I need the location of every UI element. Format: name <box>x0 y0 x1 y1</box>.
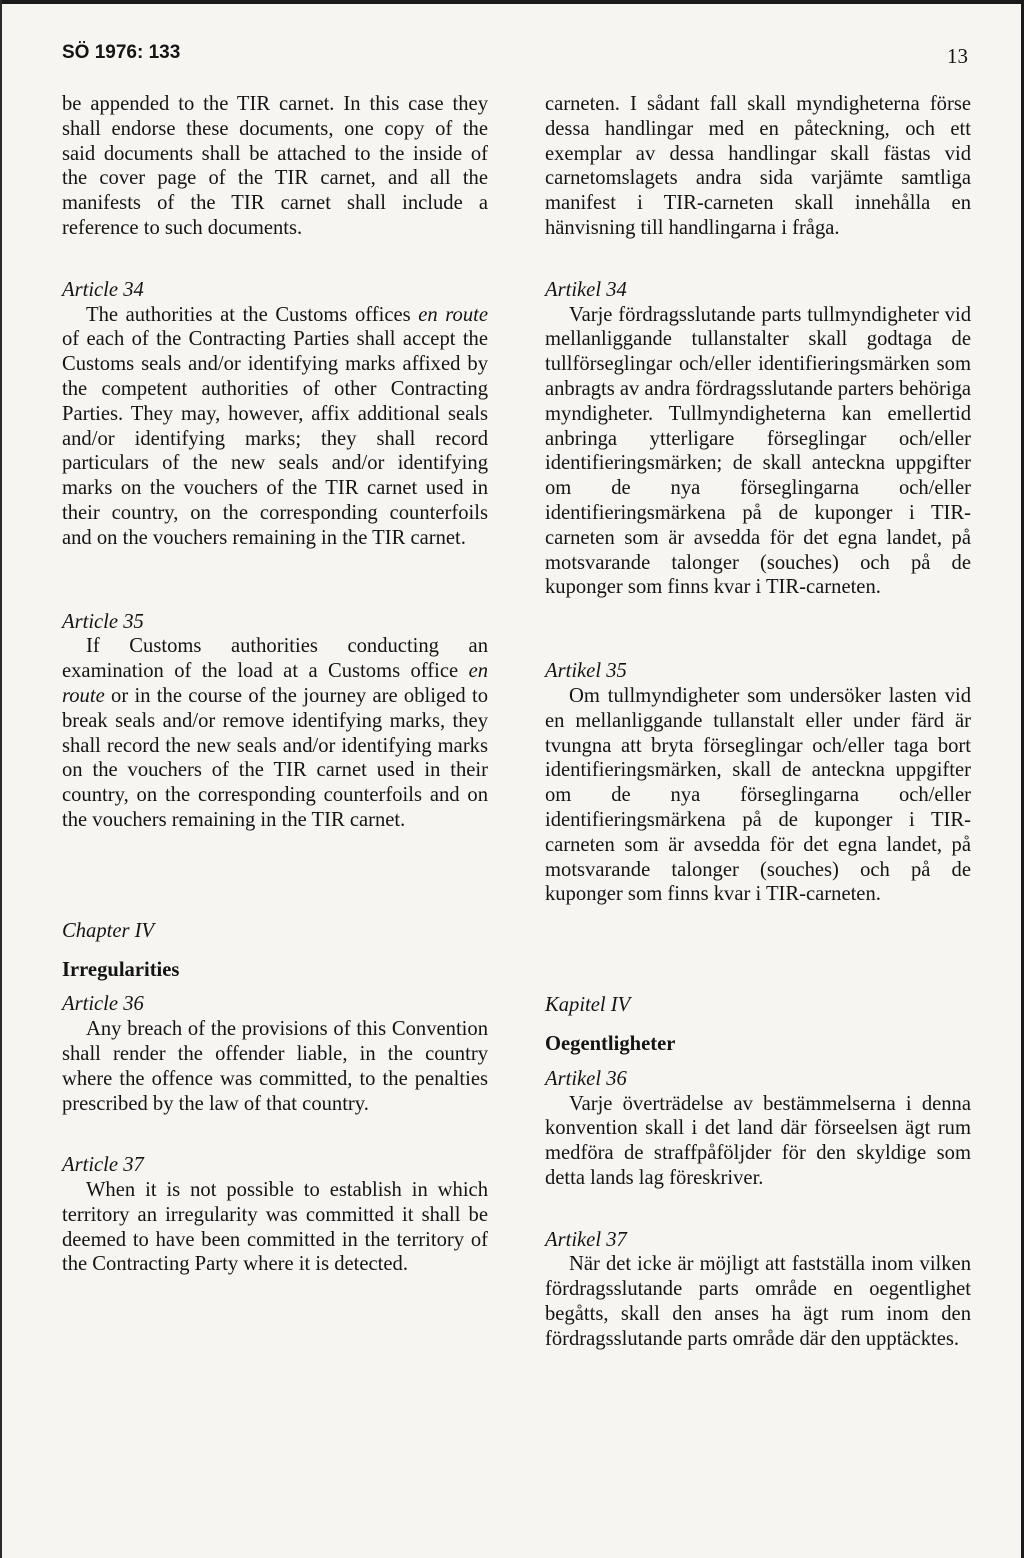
english-article-34-heading: Article 34 <box>62 278 144 301</box>
swedish-article-36-text: Varje överträdelse av bestämmelserna i denna konvention skall i det land där förseelsen ägt rum medföra de straffpåföljder för den skyldige som detta lands lag föreskriver. <box>545 1092 971 1189</box>
swedish-chapter-title: Oegentligheter <box>545 1032 676 1055</box>
english-column <box>62 92 488 1277</box>
swedish-article-34-heading: Artikel 34 <box>545 278 627 301</box>
english-article-35-text: If Customs authorities conducting an examination of the load at a Customs office en route or in the course of the journey are obliged to break seals and/or remove identifying marks, they shall record the new seals and/or identifying marks on the vouchers of the TIR carnet used in their country, on the corresponding counterfoils and on the vouchers remaining in the TIR carnet. <box>62 635 488 831</box>
english-chapter-title: Irregularities <box>62 958 180 981</box>
swedish-chapter-label: Kapitel IV <box>545 994 631 1017</box>
swedish-article-36-heading: Artikel 36 <box>545 1067 627 1090</box>
english-article-36-text: Any breach of the provisions of this Convention shall render the offender liable, in the country where the offence was committed, to the penalties prescribed by the law of that country. <box>62 1018 488 1115</box>
top-border <box>0 0 1024 4</box>
page-number: 13 <box>947 44 968 68</box>
english-article-37-text: When it is not possible to establish in which territory an irregularity was committed it shall be deemed to have been committed in the territory of the Contracting Party where it is detected. <box>62 1179 488 1276</box>
swedish-article-37-text: När det icke är möjligt att fastställa inom vilken fördragsslutande parts område en oegentlighet begåtts, skall den anses ha ägt rum inom den fördragsslutande parts område där den upptäcktes. <box>545 1253 971 1350</box>
english-article-34-text: The authorities at the Customs offices en route of each of the Contracting Parties shall accept the Customs seals and/or identifying marks affixed by the competent authorities of other Contracting Parties. They may, however, affix additional seals and/or identifying marks; they shall record particulars of the new seals and/or identifying marks on the vouchers of the TIR carnet used in their country, on the corresponding counterfoils and on the vouchers remaining in the TIR carnet. <box>62 303 488 549</box>
english-chapter-label: Chapter IV <box>62 919 155 942</box>
swedish-continuation: carneten. I sådant fall skall myndigheterna förse dessa handlingar med en påteckning, och ett exemplar av dessa handlingar skall fästas vid carnetomslagets andra sida varjämte samtliga manifest i TIR-carneten skall innehålla en hänvisning till handlingarna i fråga. <box>545 93 971 239</box>
swedish-article-37-heading: Artikel 37 <box>545 1228 627 1251</box>
swedish-article-35-heading: Artikel 35 <box>545 660 627 683</box>
swedish-column <box>545 92 971 1352</box>
english-continuation: be appended to the TIR carnet. In this case they shall endorse these documents, one copy of the said documents shall be attached to the inside of the cover page of the TIR carnet, and all the manifests of the TIR carnet shall include a reference to such documents. <box>62 93 488 239</box>
english-article-36-heading: Article 36 <box>62 993 144 1016</box>
document-reference: SÖ 1976: 133 <box>62 42 181 63</box>
english-article-35-heading: Article 35 <box>62 610 144 633</box>
english-article-37-heading: Article 37 <box>62 1154 144 1177</box>
swedish-article-34-text: Varje fördragsslutande parts tullmyndigheter vid mellanliggande tullanstalter skall godtaga de tullförseglingar och/eller identifieringsmärken som anbragts av andra fördragsslutande parters behöriga myndigheter. Tullmyndigheterna kan emellertid anbringa ytterligare förseglingar och/eller identifieringsmärken; de skall anteckna uppgifter om de nya förseglingarna och/eller identifieringsmärkena på de kuponger i TIR-carneten som är avsedda för det egna landet, på motsvarande talonger (souches) och på de kuponger som finns kvar i TIR-carneten. <box>545 303 972 599</box>
swedish-article-35-text: Om tullmyndigheter som undersöker lasten vid en mellanliggande tullanstalt eller under färd är tvungna att bryta förseglingar och/eller taga bort identifieringsmärken, skall de anteckna uppgifter om de nya förseglingarna och/eller identifieringsmärkena på de kuponger i TIR-carneten som är avsedda för det egna landet, på motsvarande talonger (souches) och på de kuponger som finns kvar i TIR-carneten. <box>545 684 971 906</box>
left-border <box>0 0 2 1558</box>
